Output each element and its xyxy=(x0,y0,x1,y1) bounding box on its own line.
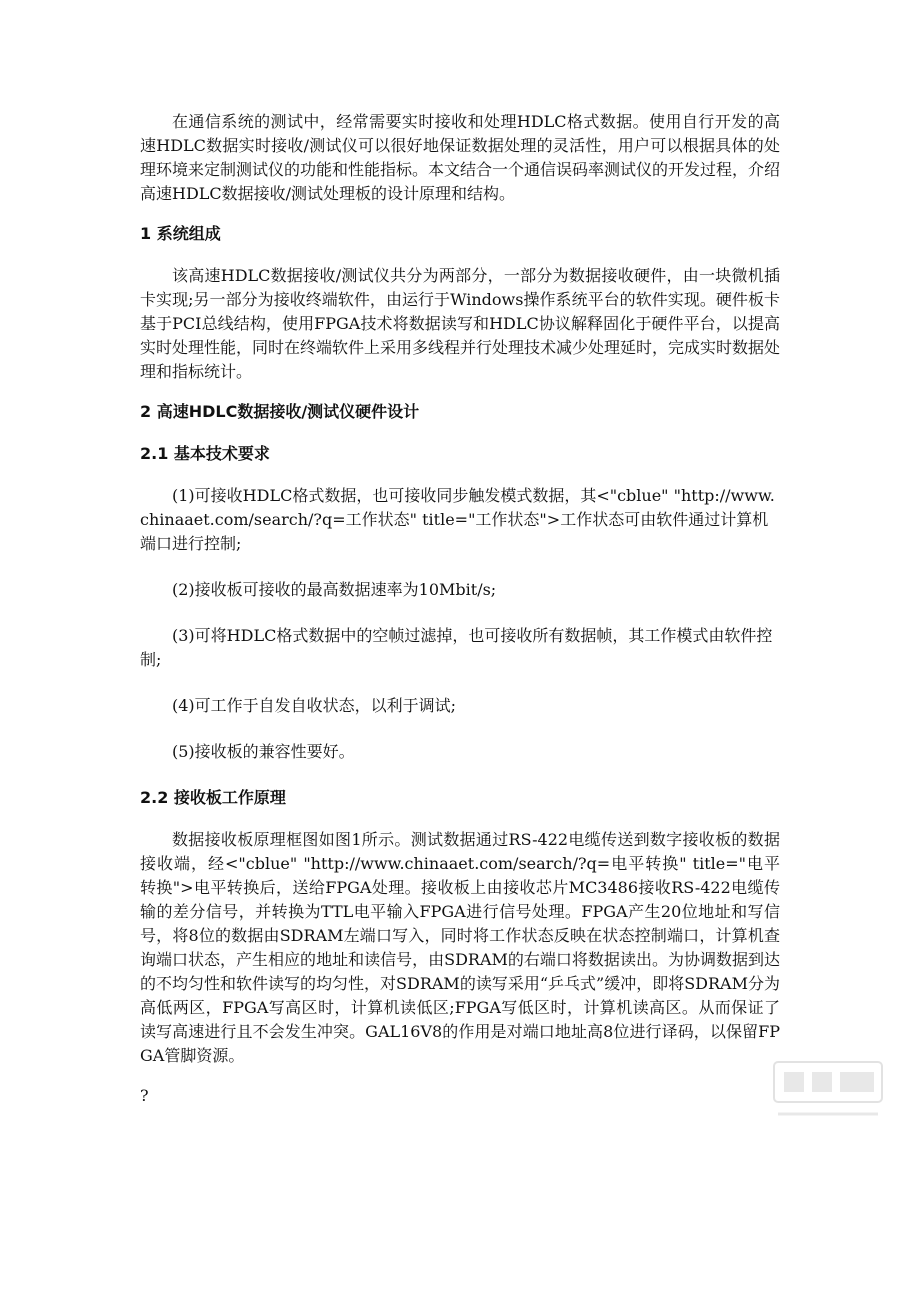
requirement-item-4: (4)可工作于自发自收状态，以利于调试; xyxy=(172,696,457,715)
section-2-1-heading: 2.1 基本技术要求 xyxy=(140,444,270,463)
section-1-paragraph: 该高速HDLC数据接收/测试仪共分为两部分，一部分为数据接收硬件，由一块微机插卡实现;另一部分为接收终端软件，由运行于Windows操作系统平台的软件实现。硬件板卡基于PCI总线结构，使用FPGA技术将数据读写和HDLC协议解释固化于硬件平台，以提高实时处理性能，同时在终端软件上采用多线程并行处理技术减少处理延时，完成实时数据处理和指标统计。 xyxy=(140,266,781,381)
document-page xyxy=(140,110,780,1108)
section-1-heading: 1 系统组成 xyxy=(140,224,221,243)
requirement-item-2: (2)接收板可接收的最高数据速率为10Mbit/s; xyxy=(172,580,497,599)
trailing-question-mark: ? xyxy=(140,1086,149,1105)
intro-paragraph: 在通信系统的测试中，经常需要实时接收和处理HDLC格式数据。使用自行开发的高速HDLC数据实时接收/测试仪可以很好地保证数据处理的灵活性，用户可以根据具体的处理环境来定制测试仪的功能和性能指标。本文结合一个通信误码率测试仪的开发过程，介绍高速HDLC数据接收/测试处理板的设计原理和结构。 xyxy=(140,112,781,203)
requirement-item-5: (5)接收板的兼容性要好。 xyxy=(172,742,355,761)
section-2-2-paragraph: 数据接收板原理框图如图1所示。测试数据通过RS-422电缆传送到数字接收板的数据接收端，经<"cblue" "http://www.chinaaet.com/search/?q=电平转换" title="电平转换">电平转换后，送给FPGA处理。接收板上由接收芯片MC3486接收RS-422电缆传输的差分信号，并转换为TTL电平输入FPGA进行信号处理。FPGA产生20位地址和写信号，将8位的数据由SDRAM左端口写入，同时将工作状态反映在状态控制端口，计算机查询端口状态，产生相应的地址和读信号，由SDRAM的右端口将数据读出。为协调数据到达的不均匀性和软件读写的均匀性，对SDRAM的读写采用“乒乓式”缓冲，即将SDRAM分为高低两区，FPGA写高区时，计算机读低区;FPGA写低区时，计算机读高区。从而保证了读写高速进行且不会发生冲突。GAL16V8的作用是对端口地址高8位进行译码，以保留FPGA管脚资源。 xyxy=(140,830,780,1065)
requirement-item-1: (1)可接收HDLC格式数据，也可接收同步触发模式数据，其<"cblue" "http://www.chinaaet.com/search/?q=工作状态" title="工作状态">工作状态可由软件通过计算机端口进行控制; xyxy=(140,486,775,553)
watermark-logo-icon xyxy=(768,1028,888,1148)
section-2-2-heading: 2.2 接收板工作原理 xyxy=(140,788,286,807)
requirement-item-3: (3)可将HDLC格式数据中的空帧过滤掉，也可接收所有数据帧，其工作模式由软件控制; xyxy=(140,626,773,669)
section-2-heading: 2 高速HDLC数据接收/测试仪硬件设计 xyxy=(140,402,420,421)
